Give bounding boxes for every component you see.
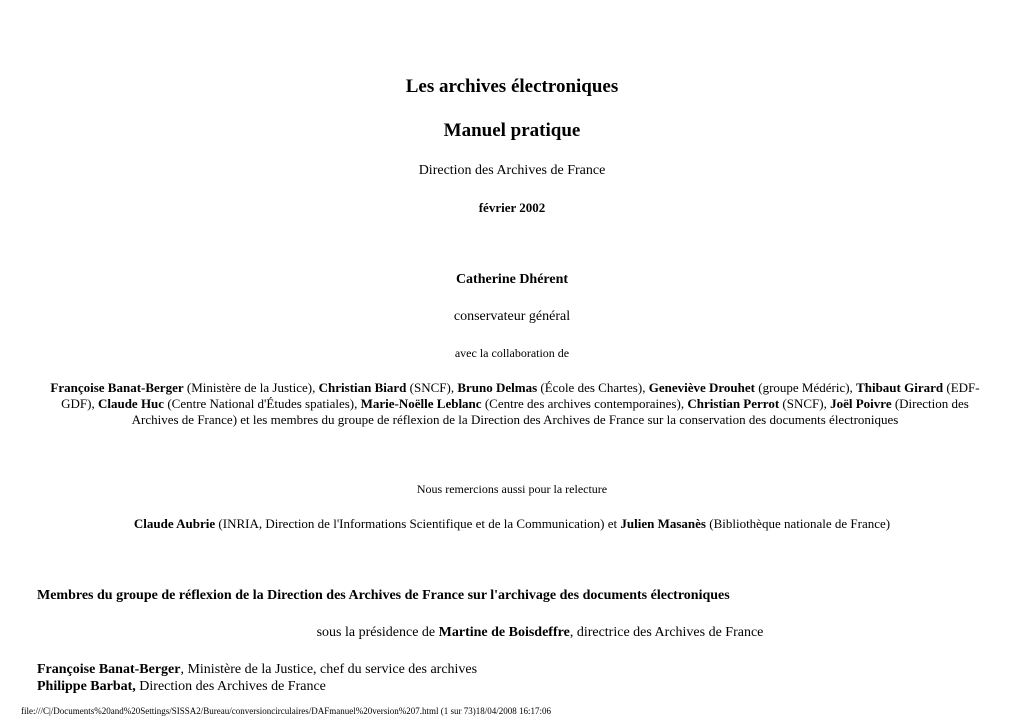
publisher: Direction des Archives de France bbox=[418, 163, 606, 178]
members-list bbox=[37, 661, 477, 695]
collaborator-affiliation: (Centre des archives contemporaines), bbox=[481, 396, 688, 411]
member-affiliation: Direction des Archives de France bbox=[135, 679, 326, 694]
document-title: Les archives électroniques bbox=[405, 76, 619, 97]
member-item bbox=[37, 678, 477, 695]
document-subtitle: Manuel pratique bbox=[443, 120, 581, 141]
publication-date: février 2002 bbox=[478, 200, 546, 215]
collaborator-name: Christian Biard bbox=[318, 380, 407, 395]
collaborator-affiliation: (groupe Médéric), bbox=[754, 380, 857, 395]
collaborator-name: Bruno Delmas bbox=[457, 380, 538, 395]
collaborator-name: Marie-Noëlle Leblanc bbox=[360, 396, 482, 411]
member-item bbox=[37, 661, 477, 678]
page-footer-url: file:///C|/Documents%20and%20Settings/SISSA2/Bureau/conversioncirculaires/DAFmanuel%20version%207.html (1 sur 73)18/04/2008 16:17:06 bbox=[21, 706, 551, 716]
collaborator-name: Françoise Banat-Berger bbox=[50, 380, 184, 395]
collaborator-name: Christian Perrot bbox=[687, 396, 780, 411]
collaborator-affiliation: (EDF-GDF), bbox=[61, 380, 980, 411]
author-role: conservateur général bbox=[453, 309, 571, 324]
collaborators-paragraph bbox=[40, 380, 990, 428]
collaborator-affiliation: (École des Chartes), bbox=[537, 380, 649, 395]
member-name: Philippe Barbat, bbox=[37, 679, 136, 694]
reviewer-name: Claude Aubrie bbox=[133, 516, 216, 531]
presidence-line bbox=[0, 625, 1024, 641]
collaborator-affiliation: (SNCF), bbox=[779, 396, 831, 411]
presidence-name: Martine de Boisdeffre bbox=[438, 625, 570, 640]
member-name: Françoise Banat-Berger bbox=[37, 662, 181, 677]
presidence-prefix: sous la présidence de bbox=[316, 625, 439, 640]
reviewer-affiliation: (Bibliothèque nationale de France) bbox=[705, 516, 891, 531]
collaborator-affiliation: (Ministère de la Justice), bbox=[183, 380, 319, 395]
collaborator-affiliation: (SNCF), bbox=[406, 380, 458, 395]
author-name: Catherine Dhérent bbox=[455, 272, 569, 287]
collaborator-name: Thibaut Girard bbox=[856, 380, 944, 395]
collaborator-affiliation: (Centre National d'Études spatiales), bbox=[164, 396, 361, 411]
collaborator-affiliation: (Direction des Archives de France) et les membres du groupe de réflexion de la Direction des Archives de France sur la conservation des documents électroniques bbox=[131, 396, 969, 427]
collaboration-intro: avec la collaboration de bbox=[454, 346, 570, 360]
reviewers-line bbox=[0, 516, 1024, 532]
collaborator-name: Geneviève Drouhet bbox=[648, 380, 755, 395]
collaborator-name: Claude Huc bbox=[97, 396, 165, 411]
thanks-intro: Nous remercions aussi pour la relecture bbox=[416, 482, 608, 496]
member-affiliation: , Ministère de la Justice, chef du service des archives bbox=[180, 662, 478, 677]
presidence-suffix: , directrice des Archives de France bbox=[569, 625, 764, 640]
collaborator-name: Joël Poivre bbox=[830, 396, 892, 411]
reviewer-name: Julien Masanès bbox=[620, 516, 706, 531]
reviewer-affiliation: (INRIA, Direction de l'Informations Scientifique et de la Communication) et bbox=[215, 516, 621, 531]
members-heading: Membres du groupe de réflexion de la Direction des Archives de France sur l'archivage des documents électroniques bbox=[37, 588, 730, 603]
